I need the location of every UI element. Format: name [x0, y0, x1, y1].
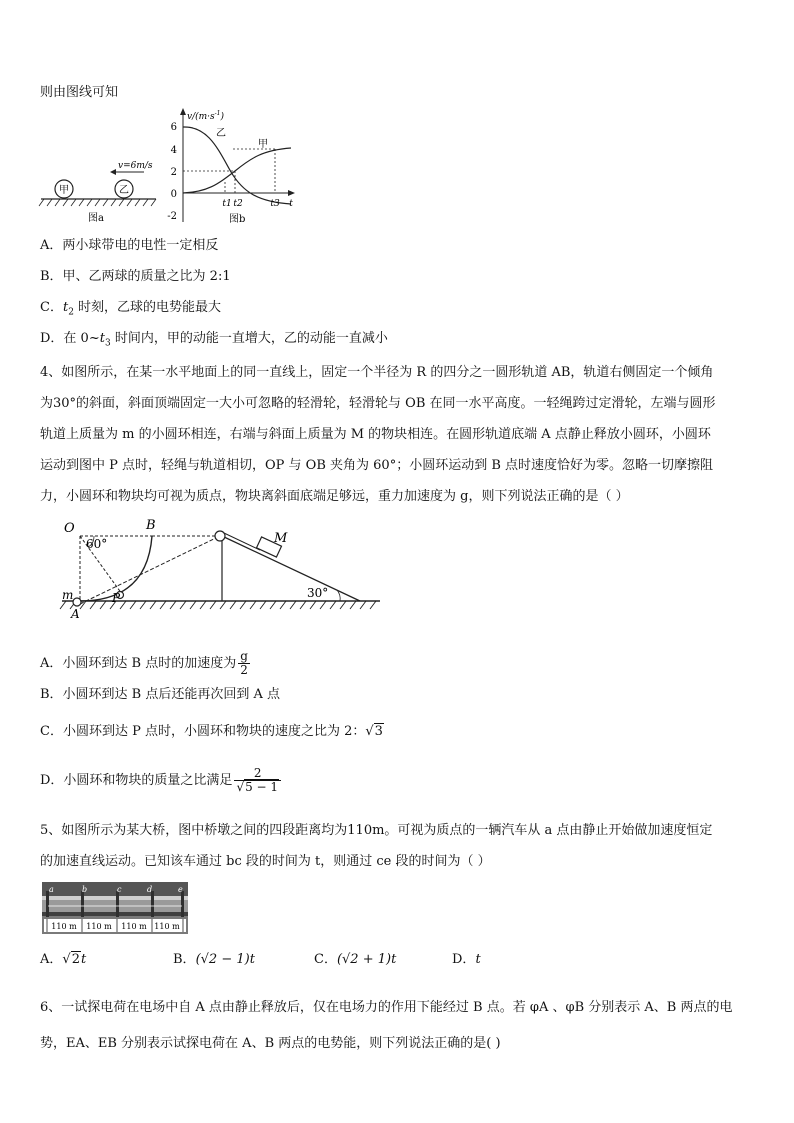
q5-option-c: C．(√2 + 1)t: [314, 952, 397, 967]
pulley: [215, 531, 225, 541]
label-small-m: m: [62, 588, 74, 602]
bridge-figure: [42, 882, 188, 934]
q4-stem-line-3: 轨道上质量为 m 的小圆环相连，右端与斜面上质量为 M 的物块相连。在圆形轨道底端 A 点静止释放小圆环，小圆环: [40, 427, 711, 442]
label-jia: 甲: [258, 139, 268, 150]
q4-stem-line-2: 为30°的斜面，斜面顶端固定一大小可忽略的轻滑轮，轻滑轮与 OB 在同一水平高度。一轻绳跨过定滑轮，左端与圆形: [40, 396, 716, 411]
rope-right: [224, 533, 260, 550]
tick-t2: t2: [233, 199, 243, 209]
point-e: e: [178, 885, 183, 894]
label-b: B: [146, 518, 156, 533]
point-a: a: [49, 885, 54, 894]
label-60: 60°: [86, 537, 108, 551]
q4-option-a: A．小圆环到达 B 点时的加速度为 $\frac{g}{2}$: [40, 649, 248, 677]
label-big-m: M: [274, 531, 288, 546]
q5-option-a: A．√2t: [40, 952, 87, 967]
tick-neg2: -2: [167, 211, 177, 222]
q3-option-b: B．甲、乙两球的质量之比为 2:1: [40, 269, 231, 284]
t-axis-arrow: [288, 190, 295, 196]
label-p: P: [112, 591, 121, 605]
frac-g-over-2: $\frac{g}{2}$: [240, 649, 248, 677]
tick-t: t: [289, 199, 293, 209]
ground-hatch-q4: [60, 601, 376, 609]
point-b: b: [82, 885, 88, 894]
q4-figure: [42, 514, 387, 626]
ball-yi-label: 乙: [119, 185, 129, 196]
incline: [222, 536, 360, 601]
q4-stem-line-4: 运动到图中 P 点时，轻绳与轨道相切，OP 与 OB 夹角为 60°；小圆环运动到 B 点时速度恰好为零。忽略一切摩擦阻: [40, 458, 714, 473]
q5-option-d: D．t: [452, 952, 481, 967]
span-3: 110 m: [121, 922, 147, 931]
label-o: O: [64, 521, 75, 536]
caption-b: 图b: [229, 214, 246, 225]
tick-t3: t3: [270, 199, 280, 209]
span-2: 110 m: [86, 922, 112, 931]
point-d: d: [147, 885, 153, 894]
ball-jia-label: 甲: [59, 185, 69, 196]
tick-t1: t1: [222, 199, 232, 209]
q3-option-d: D．在 $0\sim t_3$ 时间内，甲的动能一直增大，乙的动能一直减小: [40, 331, 388, 349]
velocity-label: v=6m/s: [118, 161, 153, 171]
v-axis-label: $v/(m\cdot s^{-1})$: [187, 110, 225, 122]
q4-option-c: C．小圆环到达 P 点时，小圆环和物块的速度之比为 2：√3: [40, 724, 383, 739]
q6-stem-line-2: 势，EA、EB 分别表示试探电荷在 A、B 两点的电势能，则下列说法正确的是( ): [40, 1036, 501, 1051]
label-yi: 乙: [216, 128, 226, 139]
intro-text: 则由图线可知: [40, 85, 119, 100]
frac-mass-ratio: $\frac{2}{√5 - 1}$: [234, 767, 281, 794]
q5-stem-line-2: 的加速直线运动。已知该车通过 bc 段的时间为 t，则通过 ce 段的时间为（ ）: [40, 854, 491, 869]
tick-4: 4: [170, 145, 177, 156]
q5-stem-line-1: 5、如图所示为某大桥，图中桥墩之间的四段距离均为110m。可视为质点的一辆汽车从 a 点由静止开始做加速度恒定: [40, 823, 713, 838]
velocity-arrowhead: [110, 169, 116, 175]
span-4: 110 m: [154, 922, 180, 931]
q4-option-b: B．小圆环到达 B 点后还能再次回到 A 点: [40, 687, 281, 702]
figure-a: [38, 150, 163, 225]
figure-b: [163, 104, 303, 226]
q4-stem: [40, 357, 756, 512]
point-c: c: [117, 885, 122, 894]
tick-0: 0: [170, 189, 177, 200]
q4-stem-line-1: 4、如图所示，在某一水平地面上的同一直线上，固定一个半径为 R 的四分之一圆形轨道 AB，轨道右侧固定一个倾角: [40, 365, 714, 380]
q5-option-b: B．(√2 − 1)t: [173, 952, 255, 967]
ring-a: [73, 598, 81, 606]
span-1: 110 m: [51, 922, 77, 931]
tick-2: 2: [170, 167, 177, 178]
ground-hatch-a: [39, 199, 156, 206]
q5-stem: [40, 815, 756, 877]
tick-6: 6: [170, 122, 177, 133]
q6-stem: [40, 990, 756, 1062]
label-30: 30°: [307, 586, 329, 600]
q3-option-c: C．$t_2$ 时刻，乙球的电势能最大: [40, 300, 222, 318]
q4-option-d: D．小圆环和物块的质量之比满足 $\frac{2}{√5 - 1}$: [40, 762, 281, 800]
q4-stem-line-5: 力，小圆环和物块均可视为质点，物块离斜面底端足够远，重力加速度为 g，则下列说法正确的是（ ）: [40, 489, 629, 504]
label-a: A: [71, 607, 80, 621]
v-axis-arrow: [180, 108, 186, 115]
q6-stem-line-1: 6、一试探电荷在电场中自 A 点由静止释放后，仅在电场力的作用下能经过 B 点。若 φA 、φB 分别表示 A、B 两点的电: [40, 1000, 733, 1015]
q3-option-a: A．两小球带电的电性一定相反: [40, 238, 219, 253]
caption-a: 图a: [88, 213, 104, 224]
